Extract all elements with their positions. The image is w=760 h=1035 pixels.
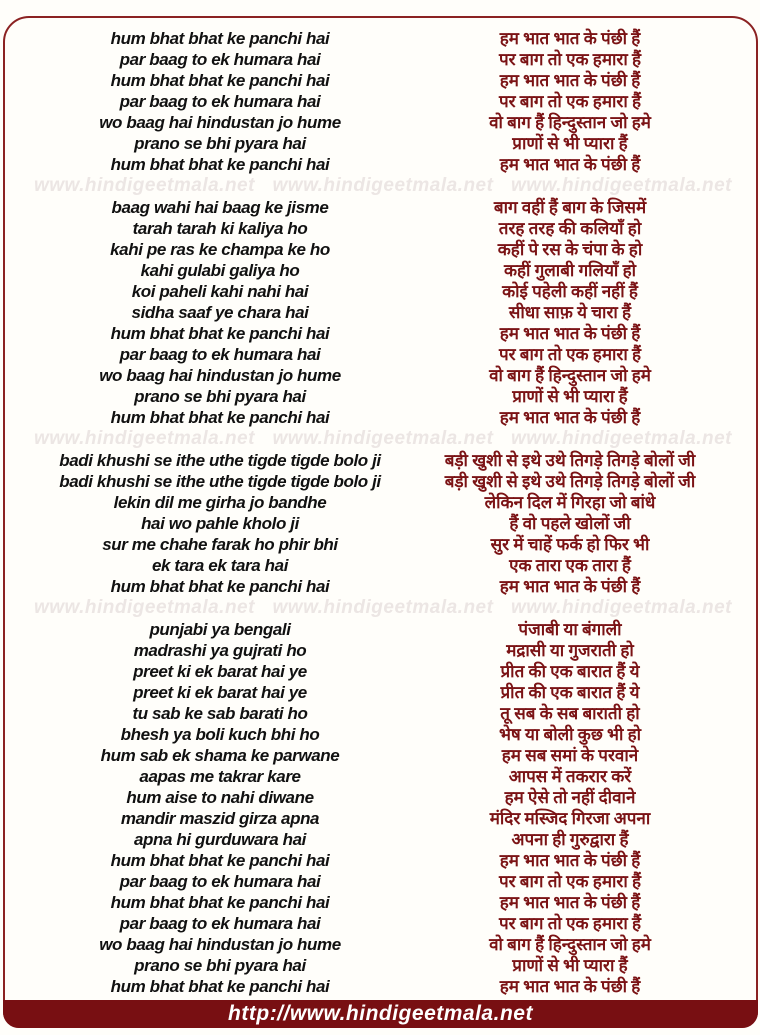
lyric-line-hindi: भेष या बोली कुछ भी हो — [498, 725, 642, 744]
watermark: www.hindigeetmala.net — [272, 428, 494, 449]
lyric-line-english: ek tara ek tara hai — [151, 556, 289, 575]
lyric-line-hindi: मंदिर मस्जिद गिरजा अपना — [489, 809, 651, 828]
lyric-line-english: prano se bhi pyara hai — [134, 387, 306, 406]
lyric-line-hindi: हम भात भात के पंछी हैं — [499, 851, 641, 870]
english-column — [0, 28, 440, 175]
lyric-line-hindi: वो बाग हैं हिन्दुस्तान जो हमे — [489, 366, 651, 385]
lyric-line-english: wo baag hai hindustan jo hume — [99, 366, 341, 385]
lyric-line-hindi: बड़ी खुशी से इथे उथे तिगड़े तिगड़े बोलों जी — [444, 472, 696, 491]
lyric-line-hindi: हम सब समां के परवाने — [501, 746, 639, 765]
watermark-row — [0, 599, 760, 617]
lyric-line-english: kahi pe ras ke champa ke ho — [110, 240, 330, 259]
hindi-column — [440, 450, 700, 597]
lyric-line-hindi: हैं वो पहले खोलों जी — [509, 514, 631, 533]
lyric-line-english: par baag to ek humara hai — [119, 914, 321, 933]
lyric-line-english: hum bhat bhat ke panchi hai — [110, 893, 330, 912]
stanza-4 — [0, 619, 760, 997]
lyric-line-hindi: हम भात भात के पंछी हैं — [499, 71, 641, 90]
watermark-row — [0, 430, 760, 448]
lyric-line-hindi: बाग वहीं हैं बाग के जिसमें — [493, 198, 647, 217]
lyric-line-english: badi khushi se ithe uthe tigde tigde bolo ji — [59, 451, 381, 470]
lyric-line-hindi: हम भात भात के पंछी हैं — [499, 977, 641, 996]
stanza-3 — [0, 450, 760, 597]
lyric-line-hindi: प्राणों से भी प्यारा हैं — [512, 134, 628, 153]
english-column — [0, 197, 440, 428]
lyric-line-english: wo baag hai hindustan jo hume — [99, 113, 341, 132]
lyric-line-english: preet ki ek barat hai ye — [133, 683, 307, 702]
lyric-line-english: apna hi gurduwara hai — [133, 830, 307, 849]
lyric-line-english: prano se bhi pyara hai — [134, 956, 306, 975]
lyric-line-english: sur me chahe farak ho phir bhi — [102, 535, 338, 554]
lyric-line-hindi: तरह तरह की कलियाँ हो — [498, 219, 642, 238]
lyric-line-hindi: कहीं पे रस के चंपा के हो — [497, 240, 643, 259]
lyric-line-hindi: हम भात भात के पंछी हैं — [499, 408, 641, 427]
lyric-line-hindi: तू सब के सब बाराती हो — [500, 704, 640, 723]
lyric-line-hindi: सुर में चाहें फर्क हो फिर भी — [490, 535, 650, 554]
hindi-column — [440, 28, 700, 175]
lyric-line-english: tarah tarah ki kaliya ho — [132, 219, 308, 238]
lyric-line-english: hum bhat bhat ke panchi hai — [110, 977, 330, 996]
lyric-line-hindi: हम ऐसे तो नहीं दीवाने — [504, 788, 636, 807]
lyric-line-hindi: कोई पहेली कहीं नहीं हैं — [502, 282, 638, 301]
lyric-line-english: tu sab ke sab barati ho — [132, 704, 308, 723]
lyric-line-hindi: पर बाग तो एक हमारा हैं — [498, 92, 642, 111]
lyric-line-hindi: हम भात भात के पंछी हैं — [499, 155, 641, 174]
lyric-line-english: koi paheli kahi nahi hai — [131, 282, 309, 301]
lyric-line-hindi: प्रीत की एक बारात हैं ये — [500, 683, 640, 702]
lyric-line-english: hum sab ek shama ke parwane — [100, 746, 340, 765]
lyric-line-hindi: वो बाग हैं हिन्दुस्तान जो हमे — [489, 113, 651, 132]
lyric-line-english: hum bhat bhat ke panchi hai — [110, 155, 330, 174]
lyric-line-english: par baag to ek humara hai — [119, 345, 321, 364]
lyric-line-english: mandir maszid girza apna — [120, 809, 320, 828]
lyric-line-hindi: हम भात भात के पंछी हैं — [499, 577, 641, 596]
lyric-line-english: par baag to ek humara hai — [119, 872, 321, 891]
lyric-line-hindi: मद्रासी या गुजराती हो — [506, 641, 634, 660]
lyric-line-english: hum bhat bhat ke panchi hai — [110, 577, 330, 596]
hindi-column — [440, 619, 700, 997]
lyric-line-english: par baag to ek humara hai — [119, 92, 321, 111]
watermark: www.hindigeetmala.net — [34, 428, 255, 449]
lyric-line-hindi: हम भात भात के पंछी हैं — [499, 893, 641, 912]
lyric-line-hindi: अपना ही गुरुद्वारा हैं — [511, 830, 629, 849]
lyric-line-hindi: पर बाग तो एक हमारा हैं — [498, 345, 642, 364]
lyric-line-english: par baag to ek humara hai — [119, 50, 321, 69]
lyric-line-hindi: प्रीत की एक बारात हैं ये — [500, 662, 640, 681]
lyric-line-hindi: सीधा साफ़ ये चारा हैं — [508, 303, 632, 322]
lyric-line-hindi: बड़ी खुशी से इथे उथे तिगड़े तिगड़े बोलों जी — [444, 451, 696, 470]
watermark: www.hindigeetmala.net — [272, 597, 494, 618]
lyric-line-hindi: हम भात भात के पंछी हैं — [499, 324, 641, 343]
lyric-line-english: aapas me takrar kare — [139, 767, 301, 786]
lyric-line-hindi: पर बाग तो एक हमारा हैं — [498, 914, 642, 933]
lyric-line-english: hum bhat bhat ke panchi hai — [110, 324, 330, 343]
watermark: www.hindigeetmala.net — [511, 597, 732, 618]
lyric-line-hindi: पंजाबी या बंगाली — [518, 620, 622, 639]
lyric-line-hindi: पर बाग तो एक हमारा हैं — [498, 872, 642, 891]
lyric-line-english: hum bhat bhat ke panchi hai — [110, 71, 330, 90]
lyric-line-english: sidha saaf ye chara hai — [131, 303, 309, 322]
english-column — [0, 619, 440, 997]
lyric-line-english: prano se bhi pyara hai — [134, 134, 306, 153]
watermark: www.hindigeetmala.net — [511, 175, 732, 196]
lyric-line-english: kahi gulabi galiya ho — [140, 261, 300, 280]
lyric-line-hindi: कहीं गुलाबी गलियाँ हो — [503, 261, 637, 280]
watermark: www.hindigeetmala.net — [34, 597, 255, 618]
stanza-1 — [0, 28, 760, 175]
lyric-line-hindi: आपस में तकरार करें — [508, 767, 632, 786]
lyric-line-english: hum bhat bhat ke panchi hai — [110, 29, 330, 48]
lyric-line-hindi: हम भात भात के पंछी हैं — [499, 29, 641, 48]
lyric-line-english: hai wo pahle kholo ji — [141, 514, 299, 533]
lyric-line-english: preet ki ek barat hai ye — [133, 662, 307, 681]
lyric-line-english: madrashi ya gujrati ho — [133, 641, 307, 660]
lyric-line-english: hum bhat bhat ke panchi hai — [110, 408, 330, 427]
lyric-line-english: wo baag hai hindustan jo hume — [99, 935, 341, 954]
stanza-2 — [0, 197, 760, 428]
lyric-line-hindi: पर बाग तो एक हमारा हैं — [498, 50, 642, 69]
footer-bar — [3, 1000, 758, 1028]
lyric-line-hindi: प्राणों से भी प्यारा हैं — [512, 956, 628, 975]
lyric-line-english: lekin dil me girha jo bandhe — [113, 493, 327, 512]
footer-url-link[interactable]: http://www.hindigeetmala.net — [228, 1002, 533, 1025]
watermark: www.hindigeetmala.net — [272, 175, 494, 196]
lyric-line-english: hum bhat bhat ke panchi hai — [110, 851, 330, 870]
lyric-line-hindi: प्राणों से भी प्यारा हैं — [512, 387, 628, 406]
watermark: www.hindigeetmala.net — [511, 428, 732, 449]
lyric-line-english: bhesh ya boli kuch bhi ho — [120, 725, 320, 744]
english-column — [0, 450, 440, 597]
watermark: www.hindigeetmala.net — [34, 175, 255, 196]
lyric-line-english: punjabi ya bengali — [149, 620, 291, 639]
lyric-line-hindi: एक तारा एक तारा हैं — [509, 556, 631, 575]
watermark-row — [0, 177, 760, 195]
lyric-line-english: hum aise to nahi diwane — [126, 788, 314, 807]
lyric-line-english: badi khushi se ithe uthe tigde tigde bolo ji — [59, 472, 381, 491]
lyric-line-hindi: लेकिन दिल में गिरहा जो बांधे — [484, 493, 656, 512]
lyric-line-hindi: वो बाग हैं हिन्दुस्तान जो हमे — [489, 935, 651, 954]
hindi-column — [440, 197, 700, 428]
lyric-line-english: baag wahi hai baag ke jisme — [111, 198, 329, 217]
